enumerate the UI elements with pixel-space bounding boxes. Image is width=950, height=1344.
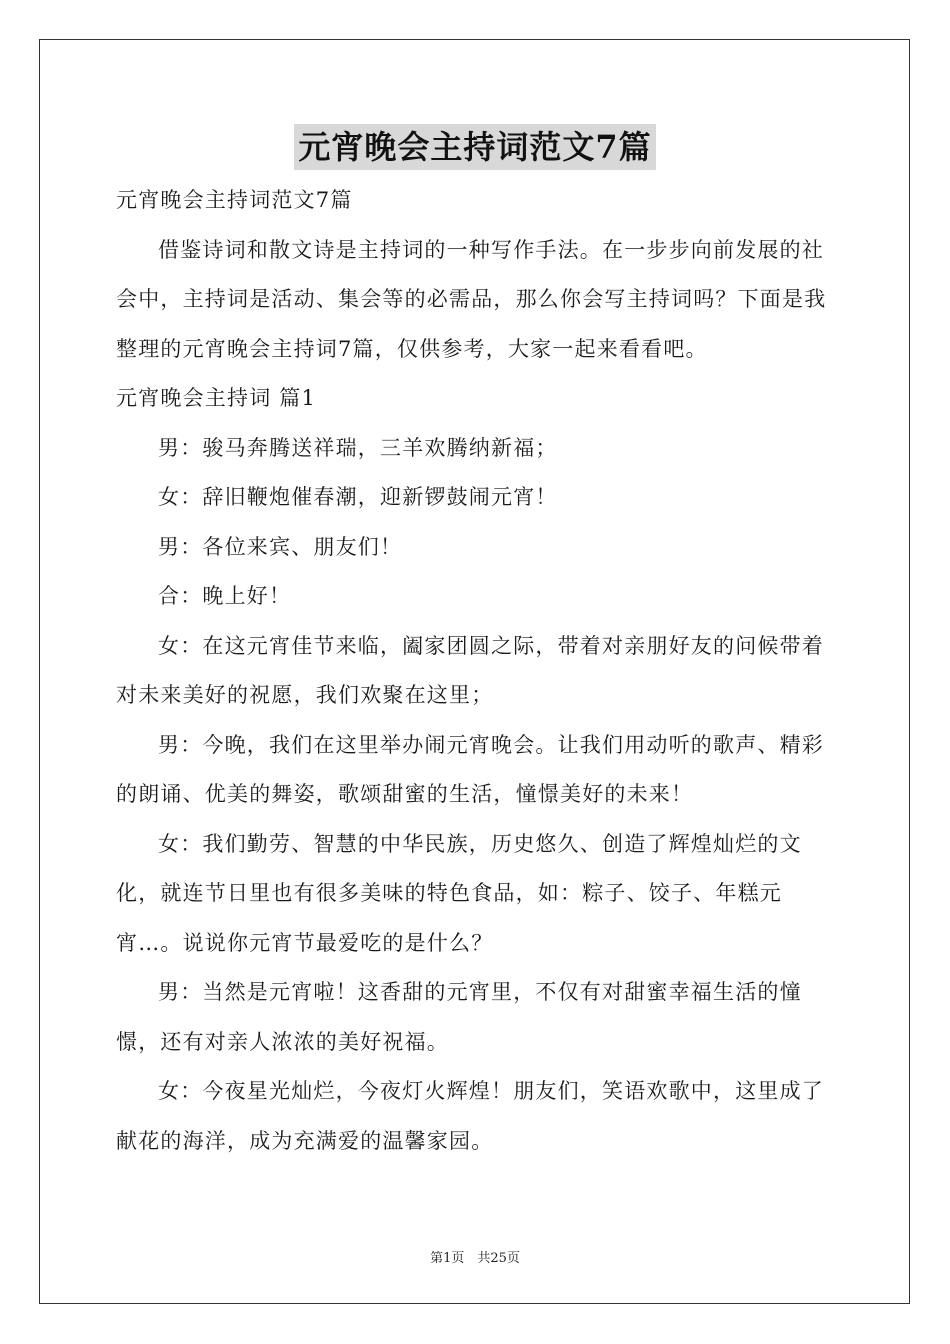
paragraph-3: 男：骏马奔腾送祥瑞，三羊欢腾纳新福； [158, 435, 558, 460]
paragraph-11: 女：今夜星光灿烂，今夜灯火辉煌！朋友们，笑语欢歌中，这里成了献花的海洋，成为充满爱的温馨家园。 [116, 1079, 824, 1153]
title-wrap [0, 124, 950, 170]
paragraph-1: 借鉴诗词和散文诗是主持词的一种写作手法。在一步步向前发展的社会中，主持词是活动、集会等的必需品，那么你会写主持词吗？下面是我整理的元宵晚会主持词7篇，仅供参考，大家一起来看看吧。 [116, 237, 827, 361]
paragraph-5: 男：各位来宾、朋友们！ [158, 534, 403, 559]
document-title: 元宵晚会主持词范文7篇 [294, 124, 655, 170]
paragraph-10: 男：当然是元宵啦！这香甜的元宵里，不仅有对甜蜜幸福生活的憧憬，还有对亲人浓浓的美好祝福。 [116, 980, 802, 1054]
paragraph-7: 女：在这元宵佳节来临，阖家团圆之际，带着对亲朋好友的问候带着对未来美好的祝愿，我们欢聚在这里； [116, 633, 824, 707]
page-number: 第1页 共25页 [430, 1251, 520, 1266]
paragraph-6: 合：晚上好！ [158, 584, 292, 608]
paragraph-8: 男：今晚，我们在这里举办闹元宵晚会。让我们用动听的歌声、精彩的朗诵、优美的舞姿，歌颂甜蜜的生活，憧憬美好的未来！ [116, 732, 824, 806]
document-body [116, 176, 844, 1166]
section-heading: 元宵晚会主持词 篇1 [116, 386, 317, 410]
paragraph-4: 女：辞旧鞭炮催春潮，迎新锣鼓闹元宵！ [158, 485, 558, 509]
page-footer [0, 1247, 950, 1266]
paragraph-9: 女：我们勤劳、智慧的中华民族，历史悠久、创造了辉煌灿烂的文化，就连节日里也有很多美味的特色食品，如：粽子、饺子、年糕元宵…。说说你元宵节最爱吃的是什么？ [116, 831, 802, 955]
paragraph-0: 元宵晚会主持词范文7篇 [116, 188, 353, 212]
